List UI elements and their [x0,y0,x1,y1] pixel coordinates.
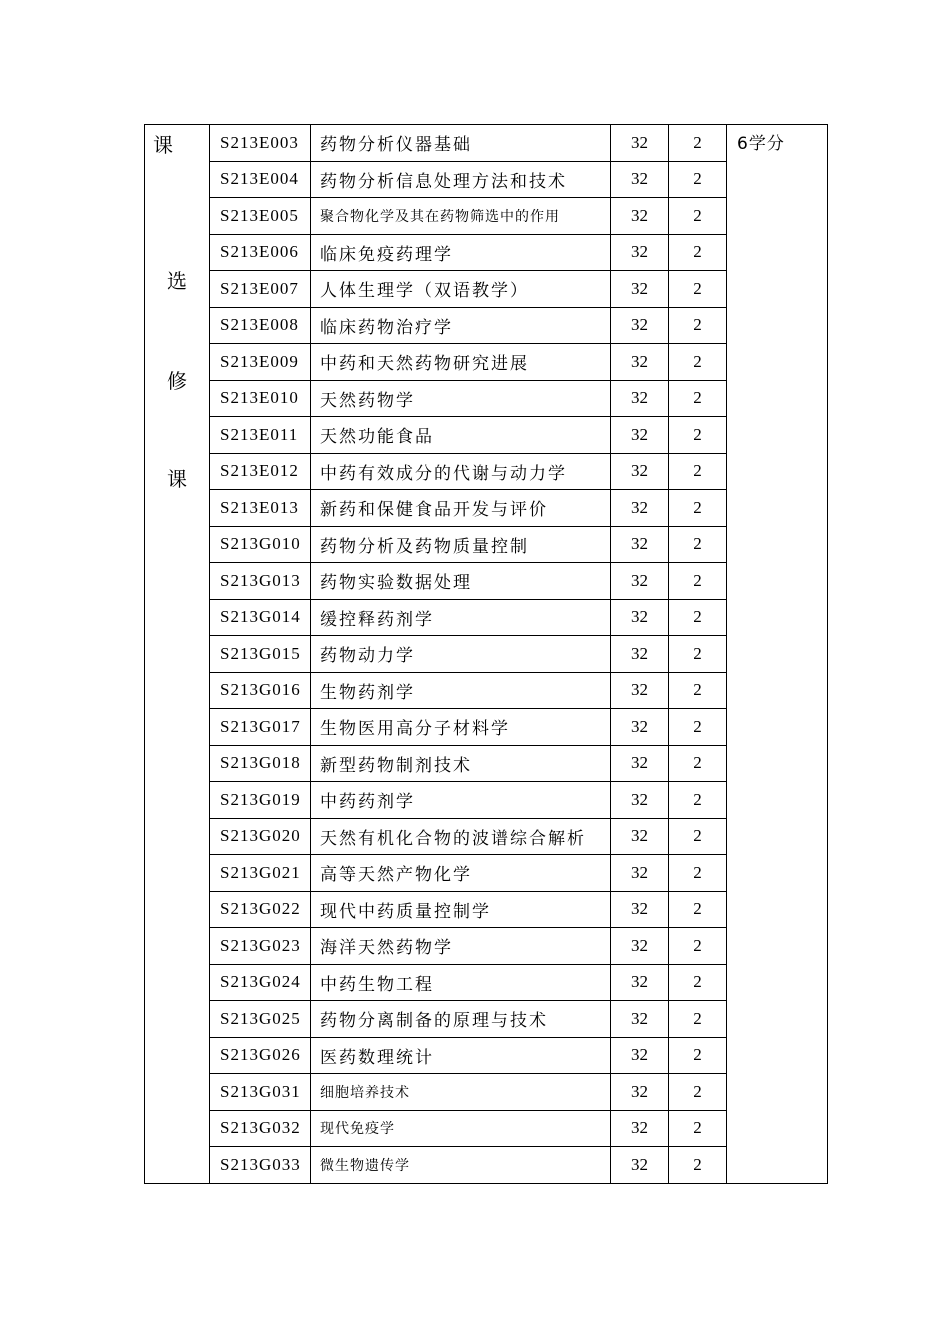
table-row [145,161,828,198]
course-credits: 2 [669,526,727,563]
course-hours: 32 [611,599,669,636]
course-hours: 32 [611,344,669,381]
course-code: S213G015 [210,636,311,673]
course-credits: 2 [669,782,727,819]
course-credits: 2 [669,1147,727,1184]
course-credits: 2 [669,271,727,308]
course-code: S213E013 [210,490,311,527]
course-hours: 32 [611,782,669,819]
table-row [145,198,828,235]
table-row [145,490,828,527]
table-row [145,563,828,600]
course-hours: 32 [611,380,669,417]
elective-course-table [144,124,828,1184]
course-hours: 32 [611,928,669,965]
course-name: 现代中药质量控制学 [311,891,611,928]
course-code: S213G021 [210,855,311,892]
course-table-container [144,124,827,1202]
course-credits: 2 [669,453,727,490]
course-hours: 32 [611,417,669,454]
course-name: 临床免疫药理学 [311,234,611,271]
course-hours: 32 [611,964,669,1001]
course-name: 药物分析及药物质量控制 [311,526,611,563]
course-name: 高等天然产物化学 [311,855,611,892]
course-name: 现代免疫学 [311,1110,611,1147]
course-credits: 2 [669,818,727,855]
course-hours: 32 [611,1074,669,1111]
course-name: 天然有机化合物的波谱综合解析 [311,818,611,855]
course-credits: 2 [669,1074,727,1111]
course-hours: 32 [611,818,669,855]
course-name: 海洋天然药物学 [311,928,611,965]
course-code: S213G026 [210,1037,311,1074]
table-row [145,271,828,308]
course-hours: 32 [611,1037,669,1074]
course-credits: 2 [669,1110,727,1147]
course-code: S213E007 [210,271,311,308]
course-credits: 2 [669,490,727,527]
course-name: 天然药物学 [311,380,611,417]
table-row [145,234,828,271]
course-credits: 2 [669,307,727,344]
course-code: S213E006 [210,234,311,271]
course-hours: 32 [611,198,669,235]
course-name: 天然功能食品 [311,417,611,454]
table-row [145,636,828,673]
table-row [145,599,828,636]
table-row [145,526,828,563]
course-credits: 2 [669,745,727,782]
table-row [145,344,828,381]
table-row [145,782,828,819]
category-char: 课 [167,467,187,491]
category-char: 选 [167,269,187,293]
table-row [145,1110,828,1147]
table-row [145,672,828,709]
course-hours: 32 [611,125,669,162]
course-code: S213G010 [210,526,311,563]
course-code: S213E004 [210,161,311,198]
course-hours: 32 [611,855,669,892]
course-credits: 2 [669,891,727,928]
course-name: 医药数理统计 [311,1037,611,1074]
course-credits: 2 [669,1001,727,1038]
course-hours: 32 [611,234,669,271]
category-cell [145,125,210,1184]
table-row [145,1037,828,1074]
table-row [145,1147,828,1184]
course-name: 临床药物治疗学 [311,307,611,344]
course-credits: 2 [669,563,727,600]
table-row [145,855,828,892]
course-hours: 32 [611,307,669,344]
course-hours: 32 [611,745,669,782]
course-code: S213E012 [210,453,311,490]
course-code: S213G033 [210,1147,311,1184]
table-row [145,709,828,746]
course-code: S213G013 [210,563,311,600]
table-row [145,1001,828,1038]
course-hours: 32 [611,1110,669,1147]
table-row [145,964,828,1001]
course-credits: 2 [669,1037,727,1074]
course-hours: 32 [611,563,669,600]
table-row [145,818,828,855]
course-code: S213G024 [210,964,311,1001]
course-credits: 2 [669,198,727,235]
course-name: 新药和保健食品开发与评价 [311,490,611,527]
course-name: 微生物遗传学 [311,1147,611,1184]
course-name: 药物实验数据处理 [311,563,611,600]
course-code: S213G019 [210,782,311,819]
course-credits: 2 [669,417,727,454]
course-name: 生物医用高分子材料学 [311,709,611,746]
course-name: 药物分析仪器基础 [311,125,611,162]
course-code: S213G025 [210,1001,311,1038]
course-hours: 32 [611,636,669,673]
category-char: 修 [167,369,187,393]
course-name: 新型药物制剂技术 [311,745,611,782]
course-credits: 2 [669,380,727,417]
course-credits: 2 [669,672,727,709]
table-row [145,125,828,162]
course-code: S213E008 [210,307,311,344]
course-code: S213G018 [210,745,311,782]
course-hours: 32 [611,526,669,563]
course-hours: 32 [611,490,669,527]
course-name: 药物动力学 [311,636,611,673]
course-credits: 2 [669,709,727,746]
course-code: S213G031 [210,1074,311,1111]
table-row [145,928,828,965]
course-credits: 2 [669,928,727,965]
course-code: S213G032 [210,1110,311,1147]
course-code: S213E005 [210,198,311,235]
course-hours: 32 [611,1001,669,1038]
table-row [145,745,828,782]
course-credits: 2 [669,234,727,271]
table-row [145,453,828,490]
course-name: 聚合物化学及其在药物筛选中的作用 [311,198,611,235]
course-name: 人体生理学（双语教学） [311,271,611,308]
course-credits: 2 [669,125,727,162]
course-name: 细胞培养技术 [311,1074,611,1111]
course-hours: 32 [611,453,669,490]
table-row [145,380,828,417]
course-name: 药物分析信息处理方法和技术 [311,161,611,198]
course-code: S213G023 [210,928,311,965]
course-name: 缓控释药剂学 [311,599,611,636]
course-hours: 32 [611,161,669,198]
course-hours: 32 [611,709,669,746]
course-credits: 2 [669,855,727,892]
course-name: 中药有效成分的代谢与动力学 [311,453,611,490]
course-hours: 32 [611,1147,669,1184]
course-hours: 32 [611,672,669,709]
course-code: S213G014 [210,599,311,636]
credit-note: 6学分 [727,125,828,1184]
course-code: S213E010 [210,380,311,417]
course-name: 中药生物工程 [311,964,611,1001]
table-row [145,307,828,344]
course-name: 生物药剂学 [311,672,611,709]
course-credits: 2 [669,599,727,636]
course-credits: 2 [669,161,727,198]
table-row [145,417,828,454]
table-row [145,891,828,928]
table-row [145,1074,828,1111]
course-code: S213G022 [210,891,311,928]
course-code: S213E003 [210,125,311,162]
course-code: S213G017 [210,709,311,746]
course-credits: 2 [669,636,727,673]
course-hours: 32 [611,271,669,308]
course-hours: 32 [611,891,669,928]
course-name: 中药和天然药物研究进展 [311,344,611,381]
category-char: 课 [153,133,173,157]
course-credits: 2 [669,964,727,1001]
course-code: S213E011 [210,417,311,454]
course-code: S213E009 [210,344,311,381]
course-name: 药物分离制备的原理与技术 [311,1001,611,1038]
course-credits: 2 [669,344,727,381]
course-name: 中药药剂学 [311,782,611,819]
course-code: S213G020 [210,818,311,855]
course-code: S213G016 [210,672,311,709]
